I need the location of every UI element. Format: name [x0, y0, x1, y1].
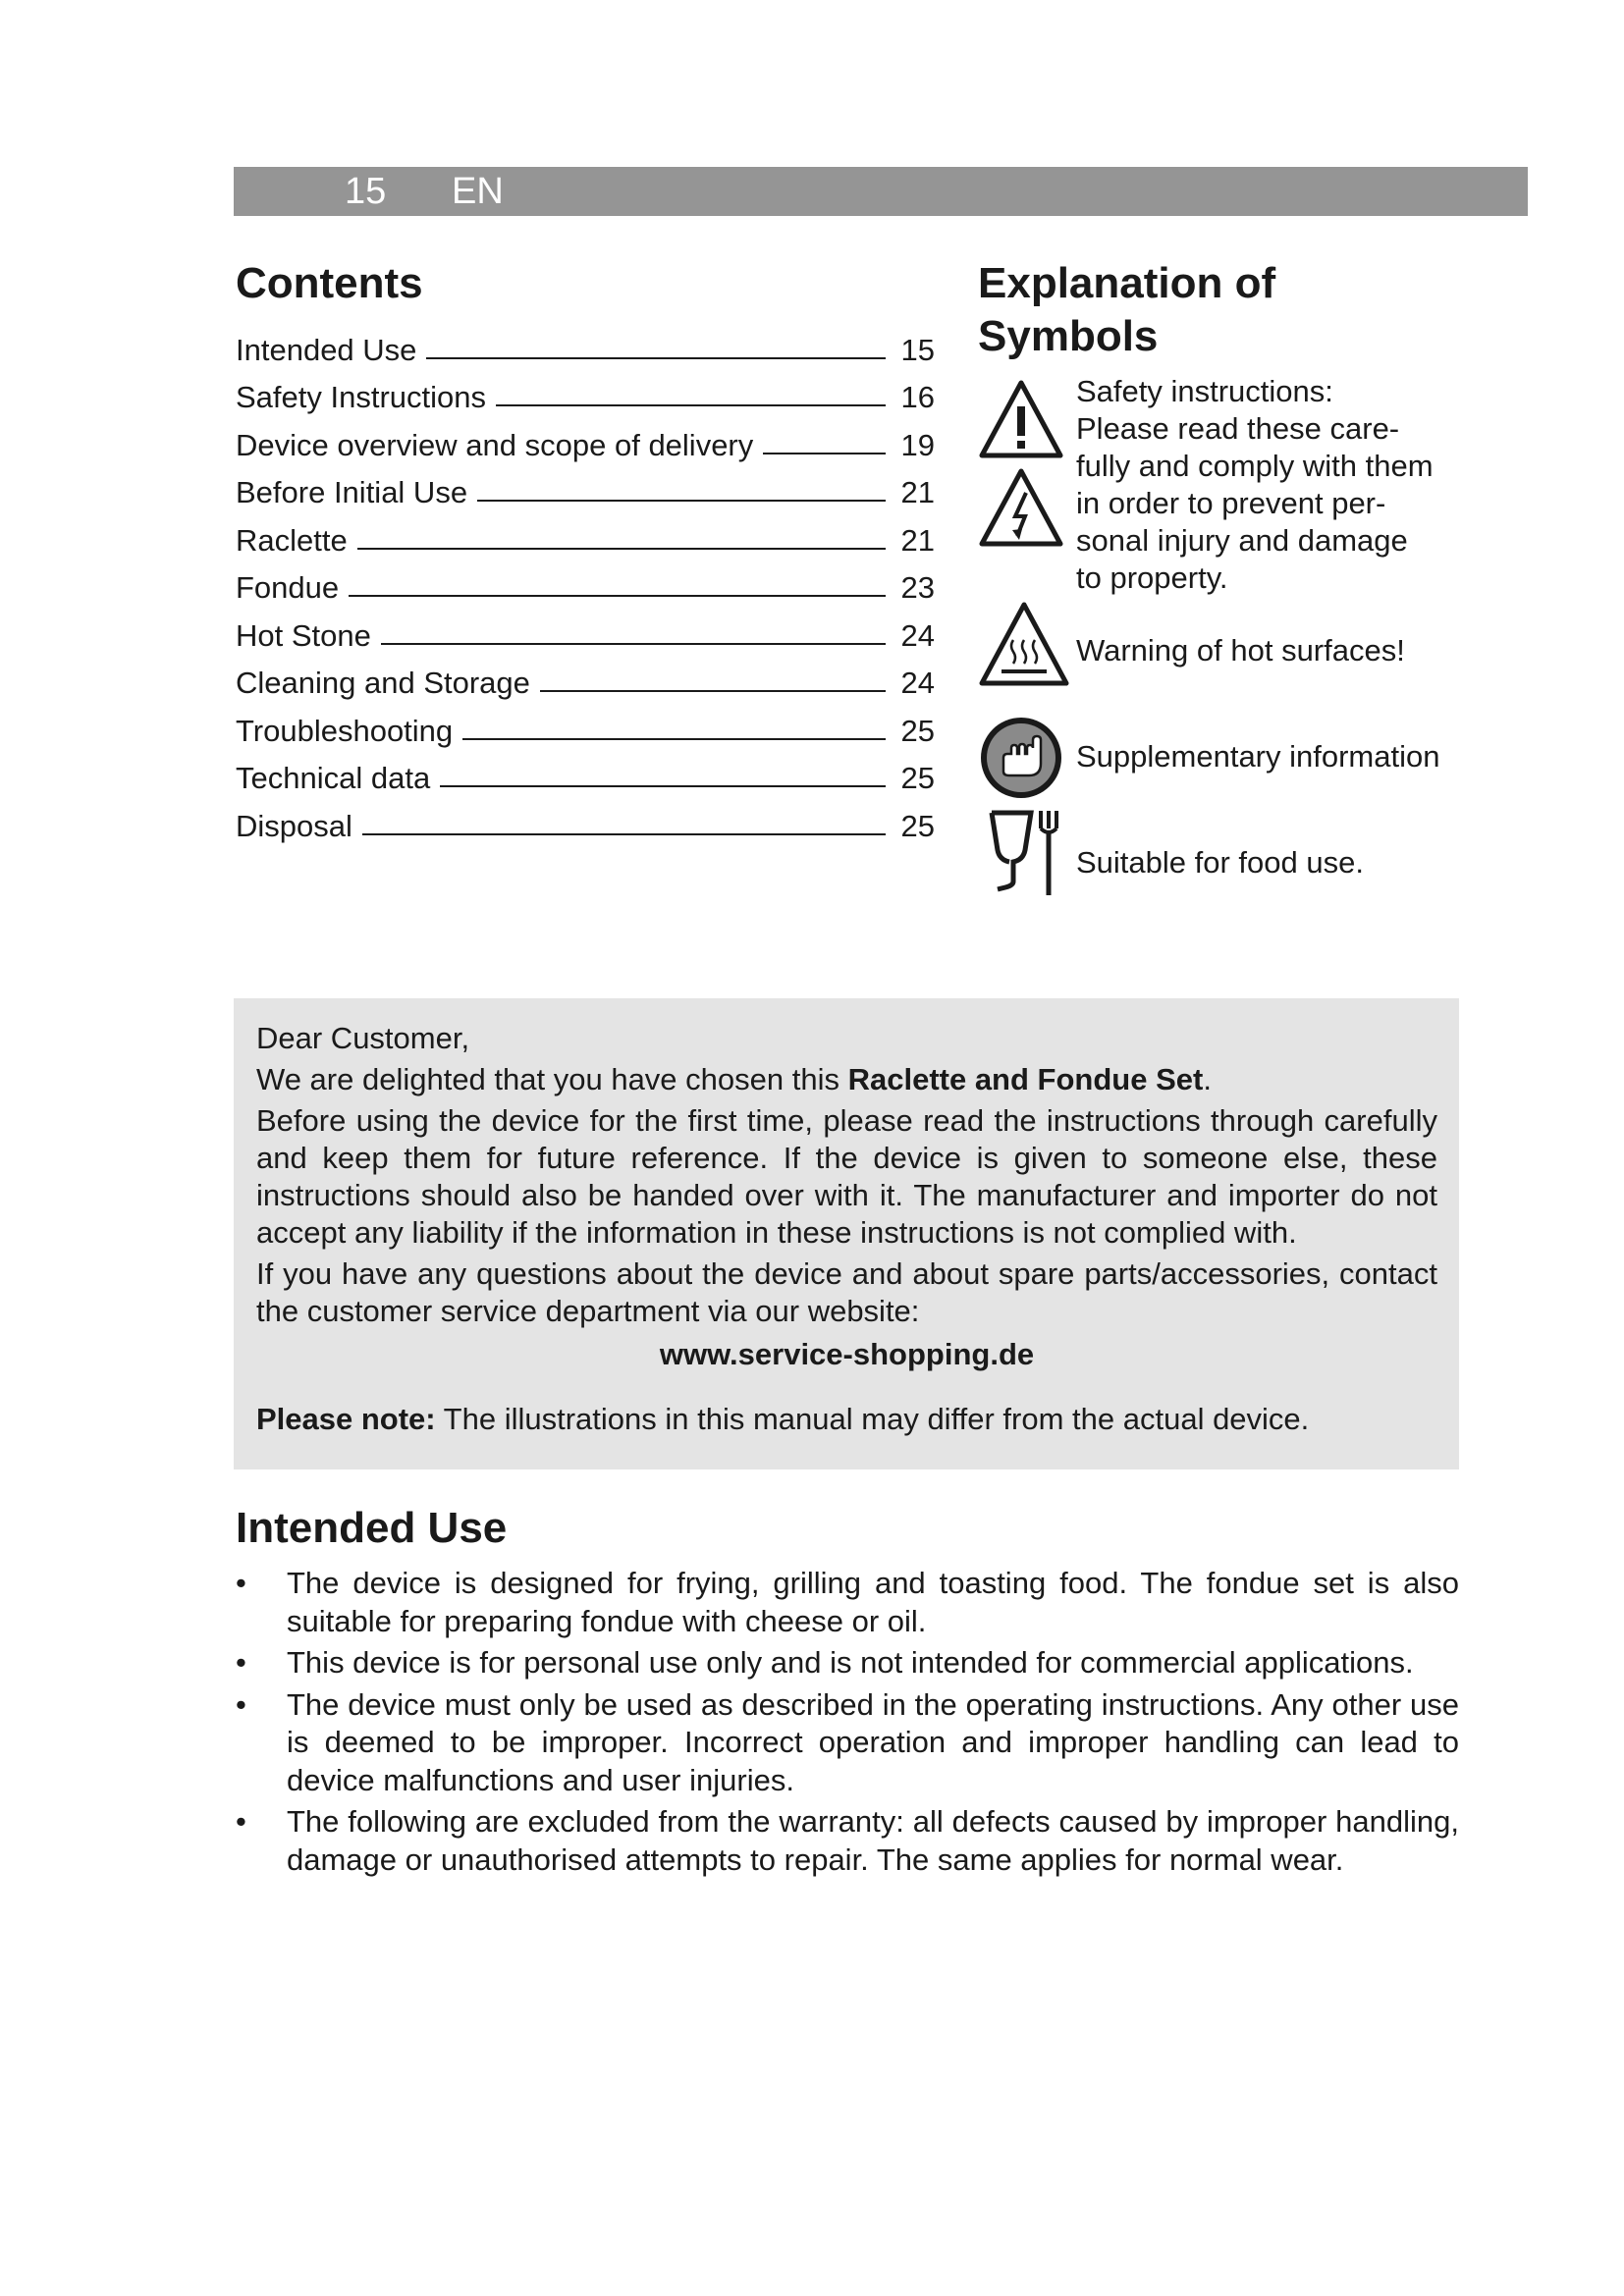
toc-entry[interactable]: [236, 415, 935, 463]
symbols-title-line1: Explanation of: [978, 259, 1276, 307]
product-name: Raclette and Fondue Set: [847, 1062, 1204, 1096]
note-paragraph: [256, 1401, 1437, 1438]
toc-leader: [462, 738, 886, 740]
symbol-safety: [978, 373, 1489, 595]
toc-entry[interactable]: [236, 463, 935, 511]
toc-leader: [477, 500, 886, 502]
list-item-text: The following are excluded from the warranty: all defects caused by improper handling, damage or unauthorised attempts to repair. The same applies for normal wear.: [287, 1804, 1459, 1877]
hot-surface-warning-icon: [978, 601, 1070, 687]
list-item: [236, 1644, 1459, 1682]
toc-entry-page: 16: [900, 380, 935, 414]
intended-use-title: Intended Use: [236, 1504, 508, 1552]
note-label: Please note:: [256, 1402, 436, 1436]
toc-entry-page: 23: [900, 570, 935, 605]
toc-entry-page: 24: [900, 617, 935, 653]
toc-entry-page: 15: [900, 332, 935, 367]
toc-entry-title: Disposal: [236, 808, 352, 843]
pointing-hand-icon: [978, 715, 1064, 801]
toc-entry[interactable]: [236, 749, 935, 797]
intro-pre: We are delighted that you have chosen this: [256, 1062, 848, 1096]
bullet: •: [236, 1686, 246, 1722]
toc-entry-page: 21: [900, 475, 935, 509]
toc-leader: [763, 453, 886, 454]
symbol-food-safe: [978, 807, 1489, 905]
toc-entry-page: 25: [900, 761, 935, 795]
toc-entry-title: Intended Use: [236, 332, 417, 367]
toc-entry-page: 21: [900, 522, 935, 558]
intended-use-list: [236, 1565, 1459, 1879]
safety-text-line: to property.: [1076, 561, 1228, 595]
table-of-contents: [236, 257, 935, 844]
toc-entry-title: Cleaning and Storage: [236, 666, 530, 700]
list-item: [236, 1686, 1459, 1800]
contents-title: Contents: [236, 259, 423, 307]
toc-entry[interactable]: [236, 654, 935, 702]
safety-text-line: fully and comply with them: [1076, 449, 1434, 483]
toc-entry-title: Before Initial Use: [236, 475, 468, 509]
questions-paragraph: If you have any questions about the device and about spare parts/accessories, contact the customer service department via our website:: [256, 1256, 1437, 1328]
toc-entry[interactable]: [236, 559, 935, 607]
toc-entry-title: Fondue: [236, 570, 340, 605]
greeting: Dear Customer,: [256, 1021, 470, 1055]
website-link[interactable]: www.service-shopping.de: [659, 1337, 1035, 1371]
toc-entry[interactable]: [236, 606, 935, 654]
list-item-text: This device is for personal use only and is not intended for commercial applications.: [287, 1645, 1414, 1680]
glass-fork-icon: [986, 807, 1060, 897]
list-item-text: The device is designed for frying, grilling and toasting food. The fondue set is also suitable for preparing fondue with cheese or oil.: [287, 1566, 1459, 1638]
toc-entry-page: 24: [900, 666, 935, 700]
toc-list: [236, 320, 935, 844]
toc-entry[interactable]: [236, 320, 935, 368]
list-item: [236, 1565, 1459, 1640]
toc-entry-page: 25: [900, 713, 935, 748]
toc-leader: [426, 357, 886, 359]
list-item-text: The device must only be used as described in the operating instructions. Any other use is deemed to be improper. Incorrect operation and improper handling can lead to device malfunctions and user injuries.: [287, 1686, 1459, 1797]
toc-entry[interactable]: [236, 510, 935, 559]
bullet: •: [236, 1566, 246, 1600]
customer-info-box: [234, 998, 1459, 1469]
toc-entry-page: 19: [900, 427, 935, 462]
toc-entry[interactable]: [236, 368, 935, 416]
hot-surface-text: Warning of hot surfaces!: [1076, 633, 1405, 667]
page-number: 15: [345, 171, 387, 212]
safety-text-line: in order to prevent per-: [1076, 486, 1386, 520]
symbol-hot-surface: [978, 601, 1489, 689]
toc-entry[interactable]: [236, 796, 935, 844]
electric-shock-warning-icon: [978, 467, 1064, 548]
safety-text: [1076, 373, 1434, 597]
safety-text-line: sonal injury and damage: [1076, 523, 1408, 558]
toc-leader: [381, 643, 886, 645]
symbols-section: [978, 257, 1469, 880]
symbols-title-line2: Symbols: [978, 312, 1159, 360]
toc-leader: [357, 548, 886, 550]
safety-text-line: Please read these care-: [1076, 411, 1400, 446]
toc-entry-title: Technical data: [236, 761, 431, 795]
supplementary-text: Supplementary information: [1076, 739, 1440, 774]
note-text: The illustrations in this manual may differ from the actual device.: [435, 1402, 1310, 1436]
toc-entry-title: Safety Instructions: [236, 380, 487, 414]
symbols-title: [978, 257, 1469, 363]
toc-entry-page: 25: [900, 808, 935, 843]
food-safe-text: Suitable for food use.: [1076, 845, 1364, 880]
intro-sentence: [256, 1061, 1437, 1098]
toc-entry-title: Troubleshooting: [236, 713, 454, 748]
language-code: EN: [452, 171, 504, 212]
toc-leader: [496, 404, 886, 406]
toc-entry-title: Raclette: [236, 522, 348, 558]
bullet: •: [236, 1645, 246, 1680]
list-item: [236, 1803, 1459, 1879]
toc-leader: [349, 595, 886, 597]
intended-use-section: [236, 1502, 1459, 1883]
toc-leader: [540, 690, 886, 692]
bullet: •: [236, 1804, 246, 1839]
toc-entry[interactable]: [236, 701, 935, 749]
intro-post: .: [1203, 1062, 1212, 1096]
toc-leader: [362, 833, 886, 835]
toc-leader: [440, 785, 886, 787]
page-header-bar: [234, 167, 1528, 216]
toc-entry-title: Device overview and scope of delivery: [236, 427, 754, 462]
instructions-paragraph: Before using the device for the first time, please read the instructions through carefully and keep them for future reference. If the device is given to someone else, these instructions should also be handed over with it. The manufacturer and importer do not accept any liability if the information in these instructions is not complied with.: [256, 1103, 1437, 1250]
safety-text-line: Safety instructions:: [1076, 374, 1333, 408]
warning-exclamation-icon: [978, 379, 1064, 459]
toc-entry-title: Hot Stone: [236, 617, 371, 653]
symbol-supplementary: [978, 715, 1489, 803]
